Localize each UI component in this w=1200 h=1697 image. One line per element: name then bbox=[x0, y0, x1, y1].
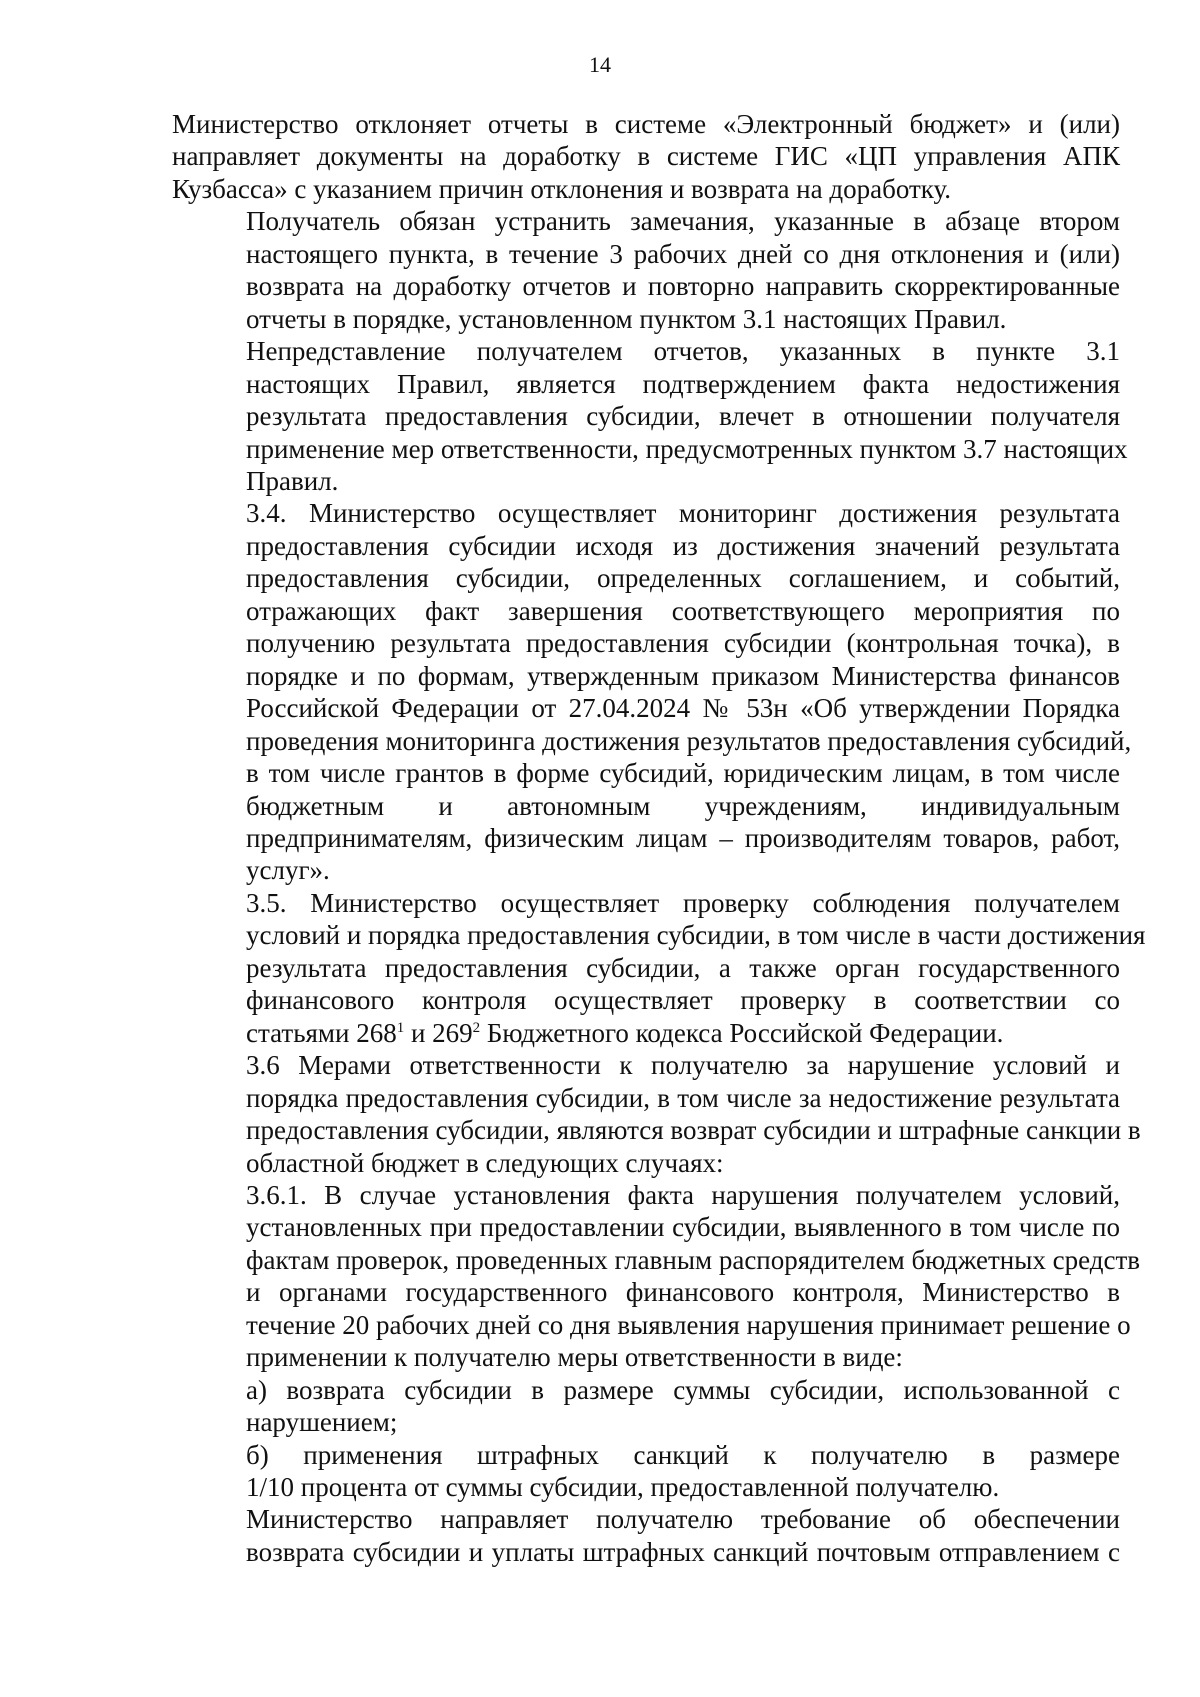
text-segment: статьями 268 bbox=[246, 1017, 397, 1048]
text-line: порядка предоставления субсидии, в том числе за недостижение результата bbox=[246, 1082, 1120, 1113]
text-line: в том числе грантов в форме субсидий, юридическим лицам, в том числе bbox=[246, 758, 1120, 789]
paragraph bbox=[172, 205, 1120, 335]
text-line: Министерство направляет получателю требование об обеспечении bbox=[246, 1504, 1120, 1535]
paragraph bbox=[172, 887, 1146, 1049]
text-line: Непредставление получателем отчетов, указанных в пункте 3.1 bbox=[246, 336, 1120, 367]
text-line: Министерство отклоняет отчеты в системе «Электронный бюджет» и (или) bbox=[172, 109, 1120, 139]
text-line: результата предоставления субсидии, а также орган государственного bbox=[246, 952, 1120, 983]
text-segment: Бюджетного кодекса Российской Федерации. bbox=[480, 1017, 1004, 1048]
text-line: предпринимателям, физическим лицам – производителям товаров, работ, bbox=[246, 822, 1120, 853]
superscript: 2 bbox=[472, 1019, 481, 1036]
text-line: установленных при предоставлении субсидии, выявленного в том числе по bbox=[246, 1212, 1120, 1243]
paragraph bbox=[172, 1049, 1141, 1179]
page-number: 14 bbox=[589, 52, 611, 77]
text-line: возврата на доработку отчетов и повторно направить скорректированные bbox=[246, 271, 1120, 302]
text-line: получению результата предоставления субсидии (контрольная точка), в bbox=[246, 628, 1120, 659]
text-segment: и 269 bbox=[404, 1017, 473, 1048]
text-line: возврата субсидии и уплаты штрафных санкций почтовым отправлением с bbox=[246, 1536, 1120, 1567]
text-line: предоставления субсидии исходя из достижения значений результата bbox=[246, 530, 1120, 561]
text-line: предоставления субсидии, определенных соглашением, и событий, bbox=[246, 563, 1120, 594]
paragraph bbox=[172, 1374, 1120, 1439]
document-body bbox=[172, 108, 1146, 1568]
text-line: областной бюджет в следующих случаях: bbox=[246, 1147, 724, 1178]
text-line: б) применения штрафных санкций к получателю в размере bbox=[246, 1439, 1120, 1470]
text-line: проведения мониторинга достижения результатов предоставления субсидий, bbox=[246, 725, 1132, 756]
text-line: нарушением; bbox=[246, 1407, 398, 1438]
text-line: результата предоставления субсидии, влечет в отношении получателя bbox=[246, 401, 1120, 432]
text-line: а) возврата субсидии в размере суммы субсидии, использованной с bbox=[246, 1374, 1120, 1405]
text-line: предоставления субсидии, являются возврат субсидии и штрафные санкции в bbox=[246, 1115, 1141, 1146]
superscript: 1 bbox=[396, 1019, 405, 1036]
text-line: отчеты в порядке, установленном пунктом 3.1 настоящих Правил. bbox=[246, 303, 1007, 334]
text-line: Получатель обязан устранить замечания, указанные в абзаце втором bbox=[246, 206, 1120, 237]
text-line: финансового контроля осуществляет проверку в соответствии со bbox=[246, 985, 1120, 1016]
text-line: 1/10 процента от суммы субсидии, предоставленной получателю. bbox=[246, 1472, 1000, 1503]
text-line: Кузбасса» с указанием причин отклонения и возврата на доработку. bbox=[172, 173, 952, 204]
text-line: услуг». bbox=[246, 855, 330, 886]
text-line-with-superscripts bbox=[172, 1017, 1120, 1049]
paragraph bbox=[172, 1503, 1120, 1568]
text-line: 3.6 Мерами ответственности к получателю за нарушение условий и bbox=[246, 1050, 1120, 1081]
paragraph bbox=[172, 1439, 1120, 1504]
text-line: Российской Федерации от 27.04.2024 № 53н «Об утверждении Порядка bbox=[246, 693, 1120, 724]
text-line: применение мер ответственности, предусмотренных пунктом 3.7 настоящих bbox=[246, 433, 1128, 464]
paragraph bbox=[172, 335, 1128, 497]
paragraph bbox=[172, 108, 1120, 205]
text-line: и органами государственного финансового контроля, Министерство в bbox=[246, 1277, 1120, 1308]
text-line: применении к получателю меры ответственности в виде: bbox=[246, 1342, 903, 1373]
text-line: течение 20 рабочих дней со дня выявления нарушения принимает решение о bbox=[246, 1309, 1131, 1340]
text-line: 3.5. Министерство осуществляет проверку соблюдения получателем bbox=[246, 887, 1120, 918]
text-line: фактам проверок, проведенных главным распорядителем бюджетных средств bbox=[246, 1244, 1141, 1275]
text-line: условий и порядка предоставления субсидии, в том числе в части достижения bbox=[246, 920, 1146, 951]
text-line: отражающих факт завершения соответствующего мероприятия по bbox=[246, 595, 1120, 626]
text-line: настоящих Правил, является подтверждением факта недостижения bbox=[246, 368, 1120, 399]
text-line: 3.4. Министерство осуществляет мониторинг достижения результата bbox=[246, 498, 1120, 529]
paragraph bbox=[172, 1179, 1141, 1374]
text-line: Правил. bbox=[246, 465, 339, 496]
text-line: 3.6.1. В случае установления факта нарушения получателем условий, bbox=[246, 1179, 1120, 1210]
text-line: настоящего пункта, в течение 3 рабочих дней со дня отклонения и (или) bbox=[246, 238, 1120, 269]
paragraph bbox=[172, 497, 1132, 886]
text-line: порядке и по формам, утвержденным приказом Министерства финансов bbox=[246, 660, 1120, 691]
text-line: направляет документы на доработку в системе ГИС «ЦП управления АПК bbox=[172, 141, 1120, 172]
text-line: бюджетным и автономным учреждениям, индивидуальным bbox=[246, 790, 1120, 821]
